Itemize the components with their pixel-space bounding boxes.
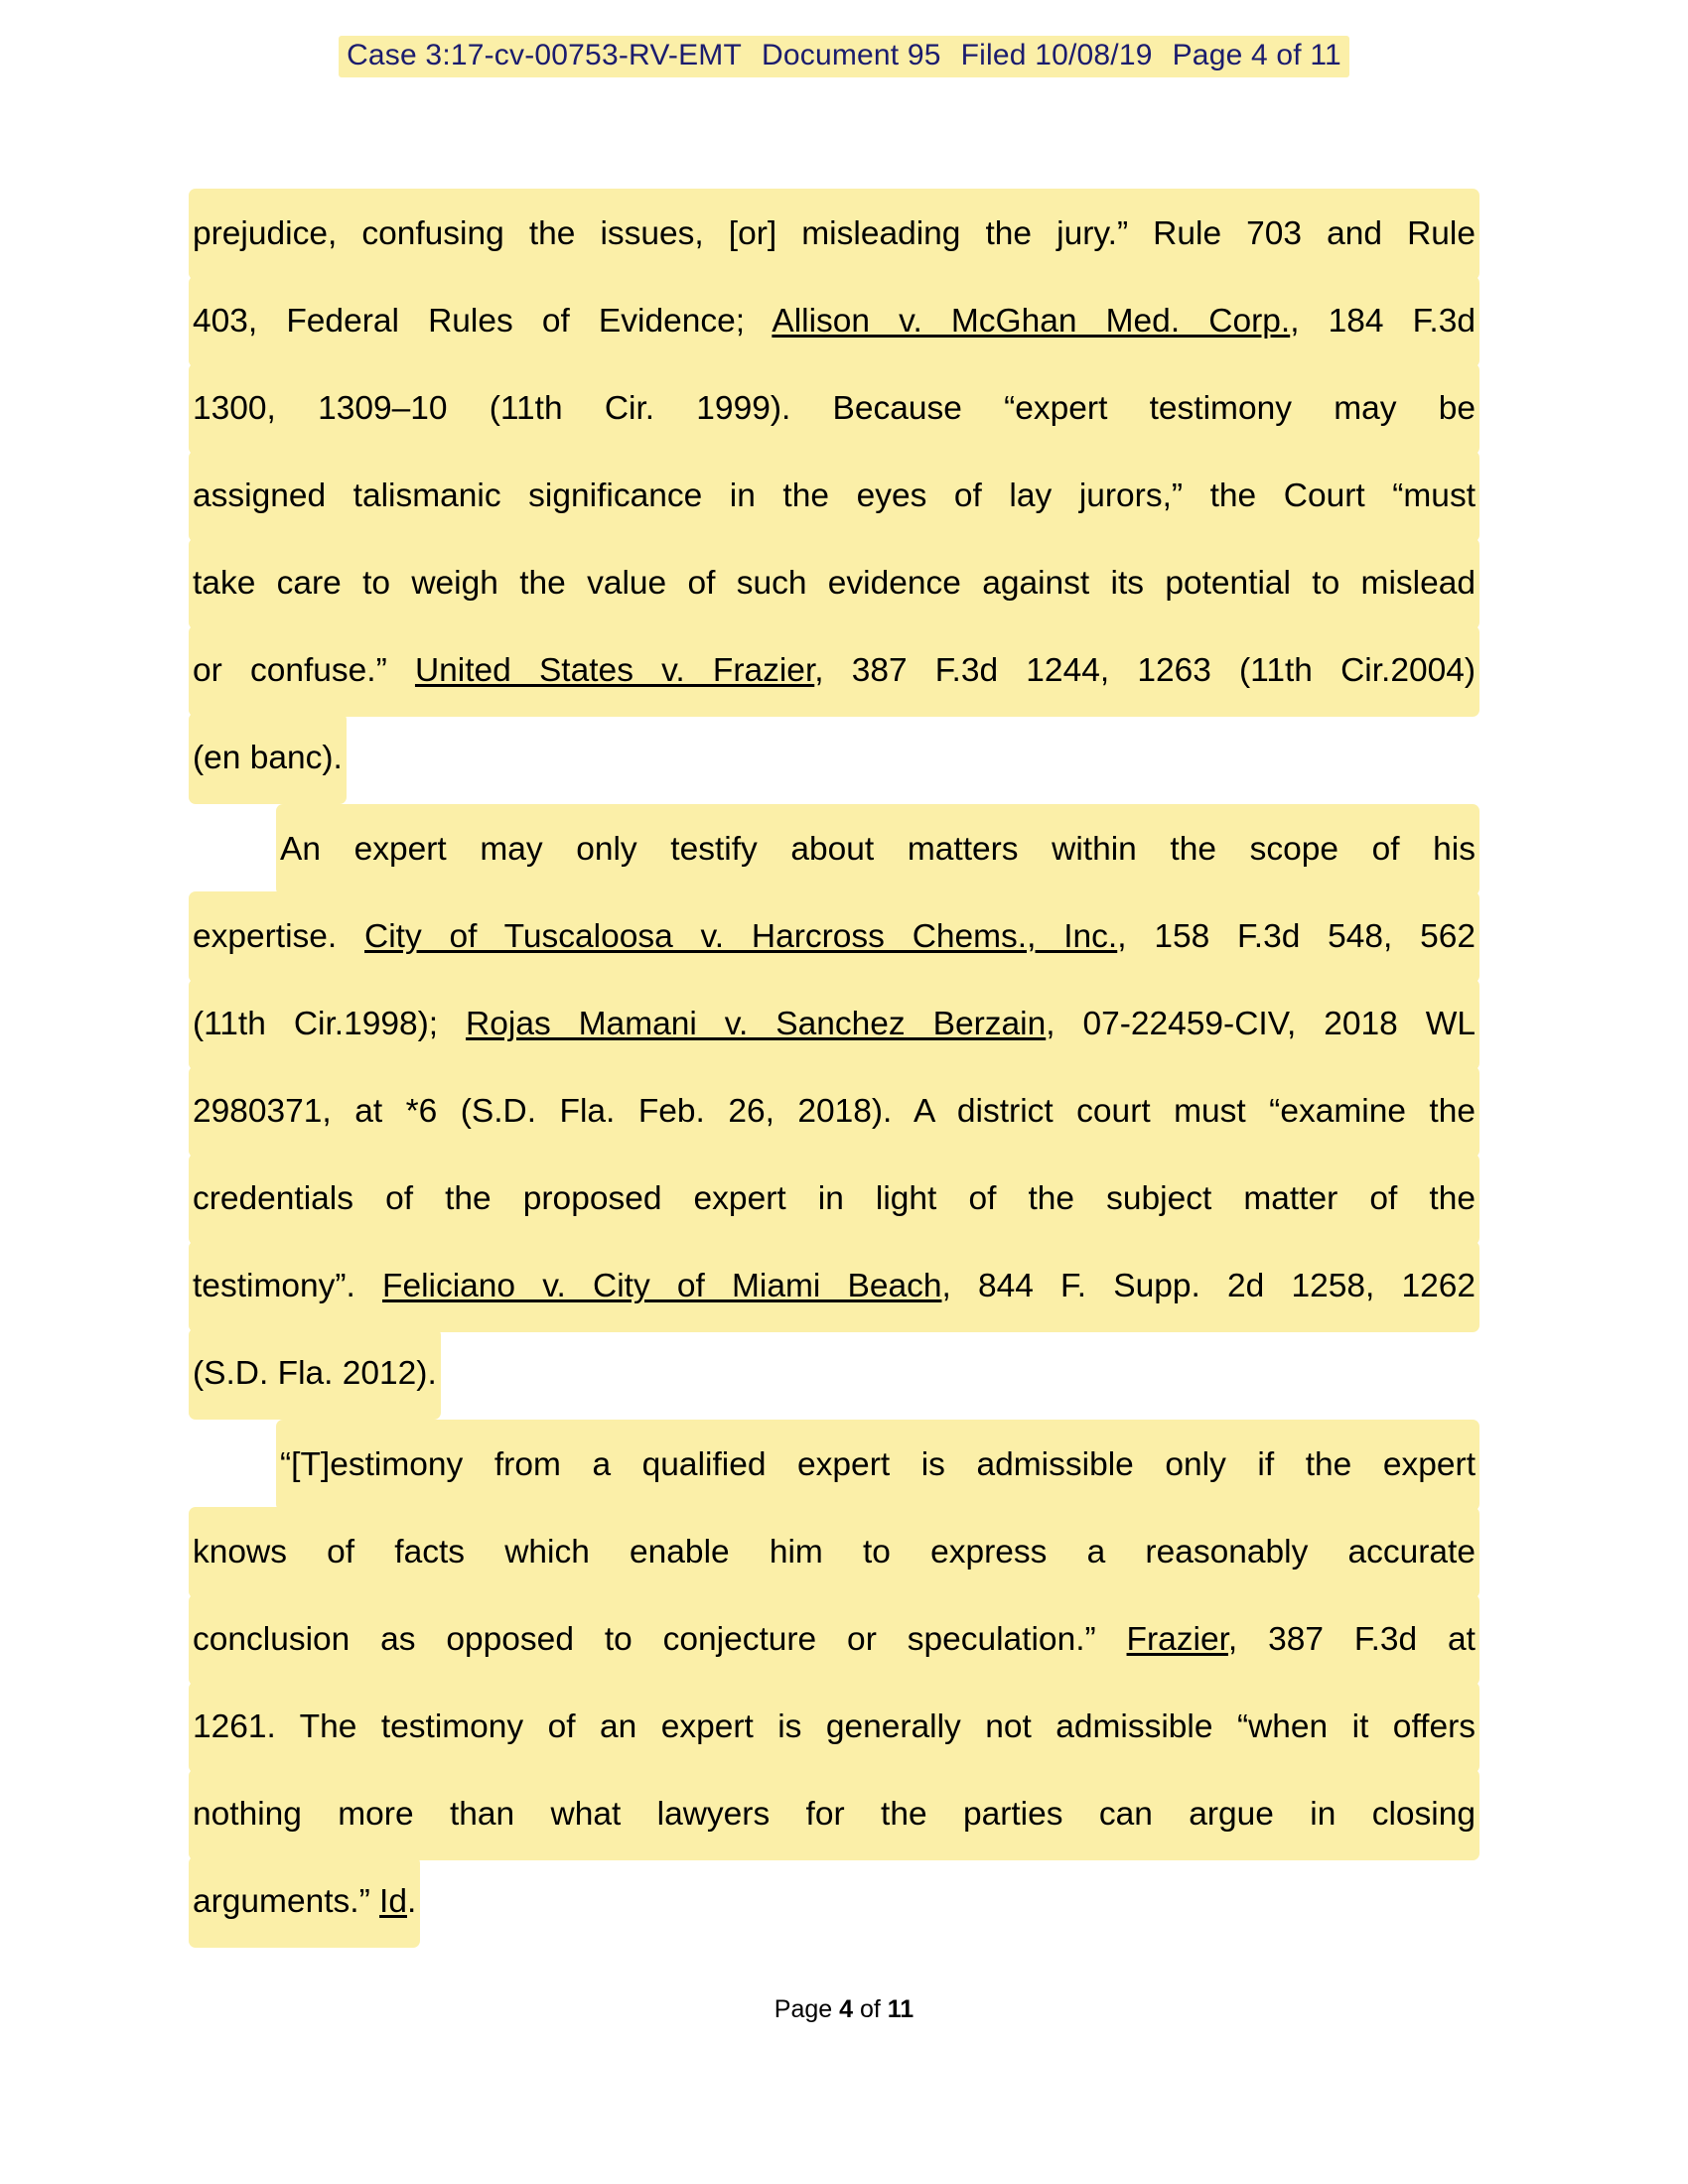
highlighted-text — [189, 451, 1479, 542]
text-line — [189, 451, 1479, 538]
text-run: , 07-22459-CIV, 2018 WL — [1046, 1006, 1476, 1042]
text-run: , 844 F. Supp. 2d 1258, 1262 — [941, 1268, 1476, 1304]
text-run: . — [407, 1883, 417, 1920]
text-line — [189, 1507, 1479, 1594]
highlighted-text — [189, 538, 1479, 629]
text-line — [189, 1594, 1479, 1682]
text-run: , 184 F.3d — [1290, 303, 1476, 340]
highlighted-text — [276, 1420, 1479, 1511]
text-run: 2980371, at *6 (S.D. Fla. Feb. 26, 2018). A district court must “examine the — [193, 1093, 1476, 1130]
text-run: 403, Federal Rules of Evidence; — [193, 303, 773, 340]
highlighted-text — [189, 1769, 1479, 1860]
highlighted-text — [189, 276, 1479, 367]
highlighted-text — [189, 1241, 1479, 1332]
text-run: conclusion as opposed to conjecture or speculation.” — [193, 1621, 1127, 1658]
paragraph — [189, 804, 1479, 1416]
text-line — [189, 1066, 1479, 1154]
case-citation: Feliciano v. City of Miami Beach — [382, 1268, 942, 1304]
footer-middle: of — [853, 1995, 888, 2023]
text-line — [189, 804, 1479, 891]
highlighted-text — [189, 1066, 1479, 1158]
highlighted-text — [189, 363, 1479, 455]
highlighted-text — [189, 1856, 420, 1948]
text-run: 1300, 1309–10 (11th Cir. 1999). Because “expert testimony may be — [193, 390, 1476, 427]
text-line — [189, 1241, 1479, 1328]
text-run: “[T]estimony from a qualified expert is admissible only if the expert — [280, 1446, 1476, 1483]
footer-prefix: Page — [774, 1995, 840, 2023]
text-line — [189, 1420, 1479, 1507]
text-line — [189, 1154, 1479, 1241]
header-filed-date: Filed 10/08/19 — [960, 39, 1153, 71]
case-citation: Rojas Mamani v. Sanchez Berzain — [466, 1006, 1047, 1042]
text-run: , 387 F.3d 1244, 1263 (11th Cir.2004) — [814, 652, 1476, 689]
ecf-header-stamp-text — [339, 36, 1349, 77]
text-line — [189, 276, 1479, 363]
page-footer — [0, 1995, 1688, 2024]
text-run: (en banc). — [193, 740, 343, 776]
highlighted-text — [189, 625, 1479, 717]
text-run: expertise. — [193, 918, 365, 955]
highlighted-text — [189, 1154, 1479, 1245]
highlighted-text — [189, 979, 1479, 1070]
ecf-header-stamp — [0, 36, 1688, 77]
highlighted-text — [189, 713, 347, 804]
text-run: (11th Cir.1998); — [193, 1006, 467, 1042]
text-line — [189, 891, 1479, 979]
paragraph — [189, 1420, 1479, 1944]
text-run: take care to weigh the value of such evidence against its potential to mislead — [193, 565, 1476, 602]
case-citation: United States v. Frazier — [414, 652, 815, 689]
case-citation: City of Tuscaloosa v. Harcross Chems., Inc. — [364, 918, 1118, 955]
text-run: credentials of the proposed expert in light of the subject matter of the — [193, 1180, 1476, 1217]
text-run: , 158 F.3d 548, 562 — [1117, 918, 1477, 955]
header-document-number: Document 95 — [762, 39, 941, 71]
text-line — [189, 1682, 1479, 1769]
text-line — [189, 1328, 1479, 1416]
text-run: or confuse.” — [193, 652, 415, 689]
case-citation: Id — [379, 1883, 407, 1920]
highlighted-text — [276, 804, 1479, 895]
text-line — [189, 979, 1479, 1066]
text-line — [189, 363, 1479, 451]
text-line — [189, 1769, 1479, 1856]
header-case-number: Case 3:17-cv-00753-RV-EMT — [347, 39, 743, 71]
footer-current-page: 4 — [839, 1995, 854, 2023]
text-run: 1261. The testimony of an expert is generally not admissible “when it offers — [193, 1708, 1476, 1745]
text-run: knows of facts which enable him to express a reasonably accurate — [193, 1534, 1476, 1570]
text-line — [189, 1856, 1479, 1944]
text-run: arguments.” — [193, 1883, 380, 1920]
case-citation: Allison v. McGhan Med. Corp. — [772, 303, 1291, 340]
highlighted-text — [189, 189, 1479, 280]
text-line — [189, 625, 1479, 713]
text-run: (S.D. Fla. 2012). — [193, 1355, 437, 1392]
text-line — [189, 189, 1479, 276]
case-citation: Frazier — [1126, 1621, 1228, 1658]
text-run: prejudice, confusing the issues, [or] misleading the jury.” Rule 703 and Rule — [193, 215, 1476, 252]
footer-total-pages: 11 — [887, 1995, 914, 2023]
text-run: testimony”. — [193, 1268, 382, 1304]
highlighted-text — [189, 1328, 441, 1420]
text-line — [189, 538, 1479, 625]
text-line — [189, 713, 1479, 800]
text-run: , 387 F.3d at — [1227, 1621, 1476, 1658]
text-run: assigned talismanic significance in the eyes of lay jurors,” the Court “must — [193, 478, 1476, 514]
highlighted-text — [189, 1507, 1479, 1598]
document-body — [189, 189, 1479, 1944]
paragraph — [189, 189, 1479, 800]
header-page-label: Page 4 of 11 — [1172, 39, 1341, 71]
highlighted-text — [189, 891, 1479, 983]
highlighted-text — [189, 1682, 1479, 1773]
highlighted-text — [189, 1594, 1479, 1686]
text-run: nothing more than what lawyers for the parties can argue in closing — [193, 1796, 1476, 1833]
text-run: An expert may only testify about matters within the scope of his — [280, 831, 1476, 868]
